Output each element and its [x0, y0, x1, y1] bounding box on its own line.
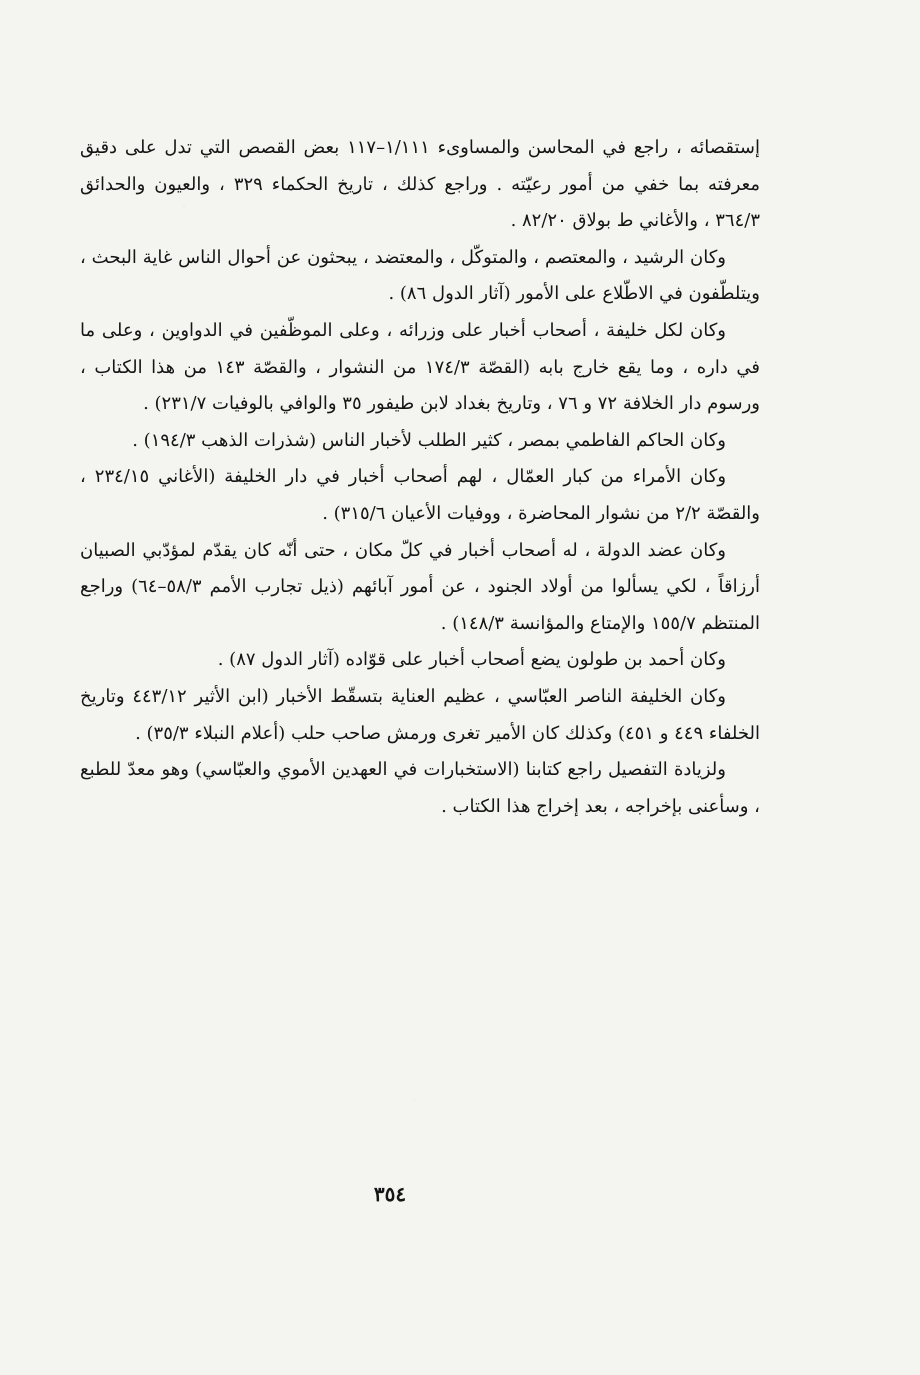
paragraph: وكان عضد الدولة ، له أصحاب أخبار في كلّ مكان ، حتى أنّه كان يقدّم لمؤدّبي الصبيان أرزاقاً ، لكي يسألوا من أولاد الجنود ، عن أمور آبائهم (ذيل تجارب الأمم ٥٨/٣–٦٤) وراجع المنتظم ١٥٥/٧ والإمتاع والمؤانسة ١٤٨/٣) .	[80, 539, 760, 634]
paragraph: وكان الرشيد ، والمعتصم ، والمتوكّل ، والمعتضد ، يبحثون عن أحوال الناس غاية البحث ، ويتلطّفون في الاطّلاع على الأمور (آثار الدول ٨٦) .	[80, 246, 760, 305]
paragraph: وكان الحاكم الفاطمي بمصر ، كثير الطلب لأخبار الناس (شذرات الذهب ١٩٤/٣) .	[132, 429, 726, 451]
paragraph: ولزيادة التفصيل راجع كتابنا (الاستخبارات في العهدين الأموي والعبّاسي) وهو معدّ للطبع ، وسأعنى بإخراجه ، بعد إخراج هذا الكتاب .	[80, 759, 760, 817]
paragraph: وكان أحمد بن طولون يضع أصحاب أخبار على قوّاده (آثار الدول ٨٧) .	[217, 649, 726, 671]
body-text	[80, 130, 760, 825]
paragraph: وكان الأمراء من كبار العمّال ، لهم أصحاب أخبار في دار الخليفة (الأغاني ٢٣٤/١٥ ، والقصّة ٢/٢ من نشوار المحاضرة ، ووفيات الأعيان ٣١٥/٦) .	[80, 466, 760, 524]
paragraph: وكان لكل خليفة ، أصحاب أخبار على وزرائه ، وعلى الموظّفين في الدواوين ، وعلى ما في داره ، وما يقع خارج بابه (القصّة ١٧٤/٣ من النشوار ، والقصّة ١٤٣ من هذا الكتاب ، ورسوم دار الخلافة ٧٢ و ٧٦ ، وتاريخ بغداد لابن طيفور ٣٥ والوافي بالوفيات ٢٣١/٧) .	[80, 319, 760, 415]
paragraph: إستقصائه ، راجع في المحاسن والمساوىء ١/١١١–١١٧ بعض القصص التي تدل على دقيق معرفته بما خفي من أمور رعيّته . وراجع كذلك ، تاريخ الحكماء ٣٢٩ ، والعيون والحدائق ٣٦٤/٣ ، والأغاني ط بولاق ٨٢/٢٠ .	[80, 137, 760, 232]
page-number: ٣٥٤	[373, 1182, 407, 1206]
paragraph: وكان الخليفة الناصر العبّاسي ، عظيم العناية بتسقّط الأخبار (ابن الأثير ٤٤٣/١٢ وتاريخ الخلفاء ٤٤٩ و ٤٥١) وكذلك كان الأمير تغرى ورمش صاحب حلب (أعلام النبلاء ٣٥/٣) .	[80, 685, 760, 744]
